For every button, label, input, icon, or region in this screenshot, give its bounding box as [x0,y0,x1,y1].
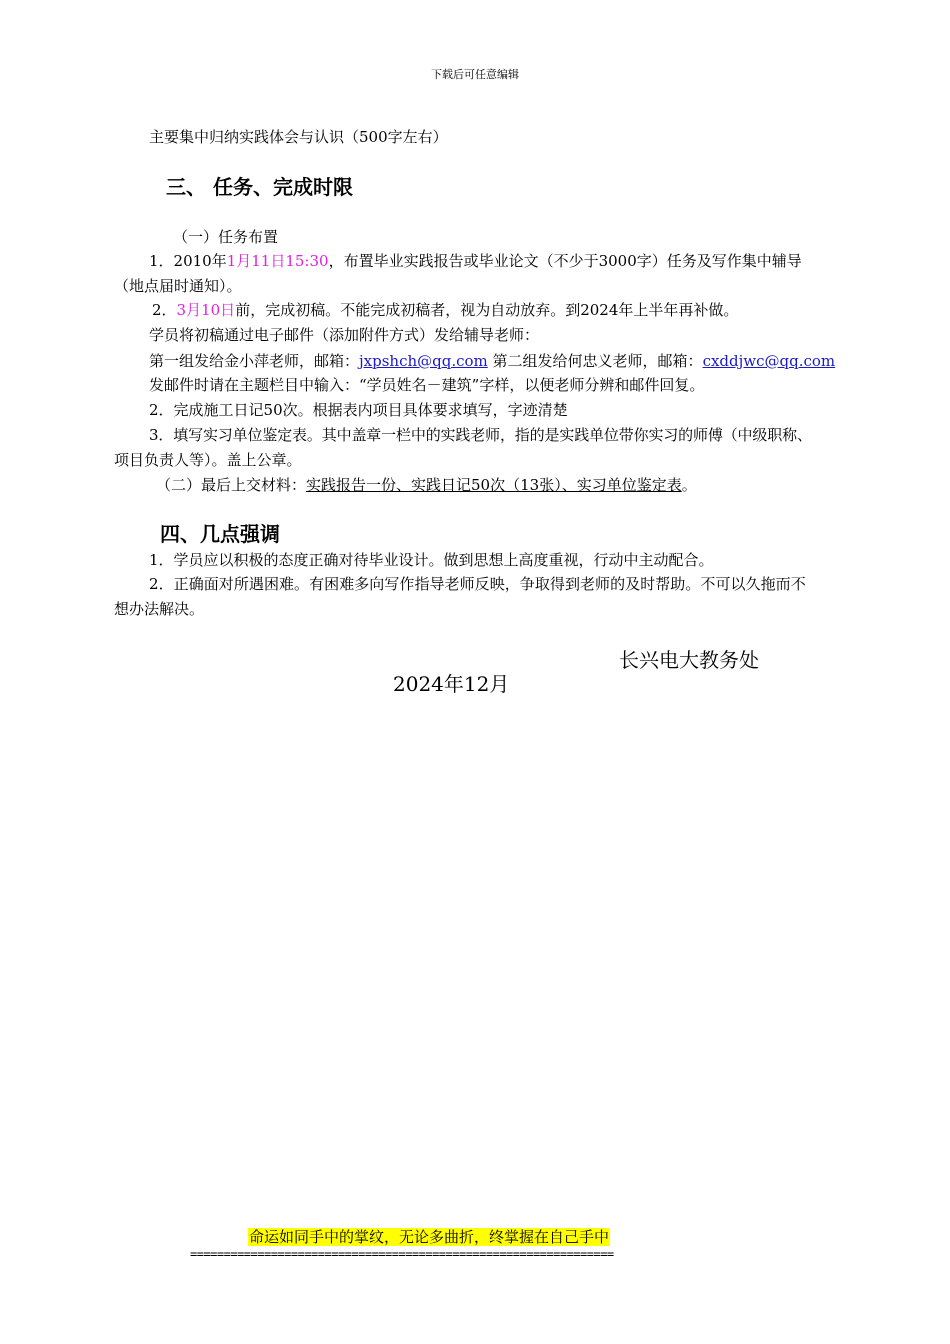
emphasis-item-1: 1．学员应以积极的态度正确对待毕业设计。做到思想上高度重视，行动中主动配合。 [149,551,714,569]
intro-line: 主要集中归纳实践体会与认识（500字左右） [149,128,448,146]
evaluation-item-cont: 项目负责人等）。盖上公章。 [114,451,302,469]
diary-item: 2．完成施工日记50次。根据表内项目具体要求填写，字迹清楚 [149,401,568,419]
task-item-1-cont: （地点届时通知）。 [114,277,242,295]
subject-note: 发邮件时请在主题栏目中输入：“学员姓名－建筑”字样，以便老师分辨和邮件回复。 [149,376,705,394]
evaluation-item: 3．填写实习单位鉴定表。其中盖章一栏中的实践老师，指的是实践单位带你实习的师傅（中级职称、 [149,426,812,444]
email-link-group-1[interactable]: jxpshch@qq.com [359,352,488,370]
footer-motto-text: 命运如同手中的掌纹，无论多曲折，终掌握在自己手中 [249,1228,610,1246]
email-intro: 学员将初稿通过电子邮件（添加附件方式）发给辅导老师： [149,326,540,344]
emphasis-item-2: 2．正确面对所遇困难。有困难多向写作指导老师反映，争取得到老师的及时帮助。不可以久拖而不 [149,575,806,593]
group-2-label: 第二组发给何忠义老师，邮箱： [487,352,703,370]
task-item-1-text: ，布置毕业实践报告或毕业论文（不少于3000字）任务及写作集中辅导 [328,252,802,270]
group-1-label: 第一组发给金小萍老师，邮箱： [149,352,360,370]
section-4-title: 四、几点强调 [160,522,280,546]
footer-motto [248,1227,610,1247]
email-link-group-2[interactable]: cxddjwc@qq.com [702,352,836,370]
task-item-1 [149,251,802,271]
submission-label: （二）最后上交材料： [156,476,307,494]
submission-list: 实践报告一份、实践日记50次（13张）、实习单位鉴定表 [306,476,682,494]
task-item-1-date: 1月11日15:30 [226,252,329,270]
subsection-1-title: （一）任务布置 [173,228,279,246]
task-item-2 [152,300,738,320]
task-item-1-prefix: 1．2010年 [149,252,227,270]
footer-rule: =============================================================== [190,1247,614,1261]
task-item-2-date: 3月10日 [176,301,236,319]
task-item-2-prefix: 2． [152,301,177,319]
page-header: 下载后可任意编辑 [431,68,519,81]
signature-org: 长兴电大教务处 [619,648,759,672]
submission-materials [156,475,697,495]
emphasis-item-2-cont: 想办法解决。 [114,600,205,618]
section-3-title: 三、 任务、完成时限 [166,175,353,199]
signature-date: 2024年12月 [393,672,510,696]
submission-end: 。 [681,476,697,494]
group-email-line [149,351,835,371]
task-item-2-text: 前，完成初稿。不能完成初稿者，视为自动放弃。到2024年上半年再补做。 [235,301,739,319]
